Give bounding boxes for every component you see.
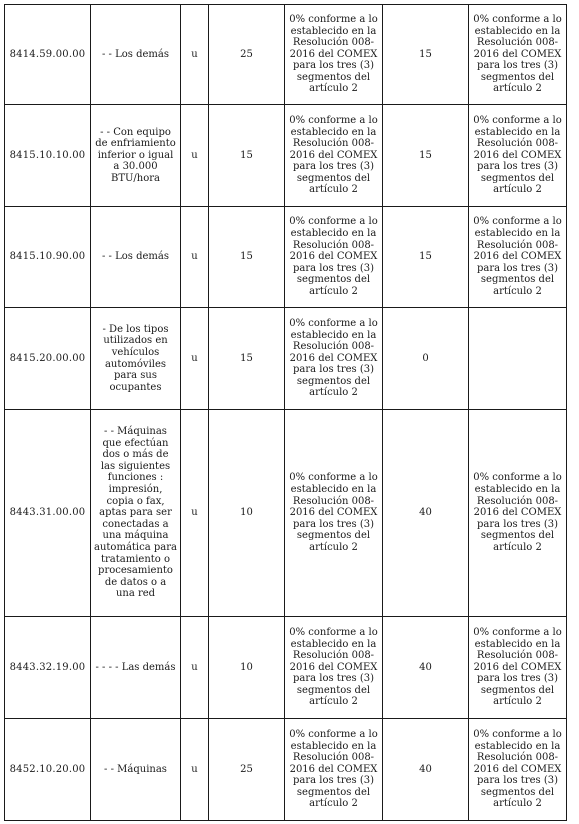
tariff-code-cell: 8452.10.20.00 bbox=[5, 719, 91, 821]
description-cell: - - Máquinas bbox=[91, 719, 181, 821]
tariff-table bbox=[4, 4, 567, 821]
rate-cell: 15 bbox=[383, 105, 469, 207]
reduction-note-cell: 0% conforme a lo establecido en la Resolución 008-2016 del COMEX para los tres (3) segmentos del artículo 2 bbox=[285, 617, 383, 719]
reduction-note-cell: 0% conforme a lo establecido en la Resolución 008-2016 del COMEX para los tres (3) segmentos del artículo 2 bbox=[469, 719, 567, 821]
rate-cell: 15 bbox=[383, 5, 469, 105]
unit-cell: u bbox=[181, 617, 209, 719]
reduction-note-cell: 0% conforme a lo establecido en la Resolución 008-2016 del COMEX para los tres (3) segmentos del artículo 2 bbox=[285, 719, 383, 821]
rate-cell: 40 bbox=[383, 719, 469, 821]
unit-cell: u bbox=[181, 719, 209, 821]
rate-cell: 0 bbox=[383, 308, 469, 410]
base-rate-cell: 15 bbox=[209, 105, 285, 207]
tariff-code-cell: 8415.20.00.00 bbox=[5, 308, 91, 410]
tariff-code-cell: 8414.59.00.00 bbox=[5, 5, 91, 105]
reduction-note-cell: 0% conforme a lo establecido en la Resolución 008-2016 del COMEX para los tres (3) segmentos del artículo 2 bbox=[469, 617, 567, 719]
base-rate-cell: 10 bbox=[209, 410, 285, 617]
rate-cell: 40 bbox=[383, 617, 469, 719]
reduction-note-cell: 0% conforme a lo establecido en la Resolución 008-2016 del COMEX para los tres (3) segmentos del artículo 2 bbox=[285, 5, 383, 105]
description-cell: - - Con equipo de enfriamiento inferior o igual a 30.000 BTU/hora bbox=[91, 105, 181, 207]
table-row bbox=[5, 105, 567, 207]
description-cell: - De los tipos utilizados en vehículos automóviles para sus ocupantes bbox=[91, 308, 181, 410]
unit-cell: u bbox=[181, 105, 209, 207]
reduction-note-cell: 0% conforme a lo establecido en la Resolución 008-2016 del COMEX para los tres (3) segmentos del artículo 2 bbox=[285, 207, 383, 308]
base-rate-cell: 25 bbox=[209, 719, 285, 821]
base-rate-cell: 15 bbox=[209, 308, 285, 410]
unit-cell: u bbox=[181, 207, 209, 308]
table-row bbox=[5, 308, 567, 410]
unit-cell: u bbox=[181, 5, 209, 105]
tariff-code-cell: 8443.31.00.00 bbox=[5, 410, 91, 617]
base-rate-cell: 15 bbox=[209, 207, 285, 308]
table-row bbox=[5, 5, 567, 105]
table-row bbox=[5, 410, 567, 617]
unit-cell: u bbox=[181, 308, 209, 410]
reduction-note-cell: 0% conforme a lo establecido en la Resolución 008-2016 del COMEX para los tres (3) segmentos del artículo 2 bbox=[469, 207, 567, 308]
reduction-note-cell: 0% conforme a lo establecido en la Resolución 008-2016 del COMEX para los tres (3) segmentos del artículo 2 bbox=[285, 308, 383, 410]
base-rate-cell: 10 bbox=[209, 617, 285, 719]
reduction-note-cell: 0% conforme a lo establecido en la Resolución 008-2016 del COMEX para los tres (3) segmentos del artículo 2 bbox=[285, 105, 383, 207]
tariff-code-cell: 8443.32.19.00 bbox=[5, 617, 91, 719]
table-row bbox=[5, 719, 567, 821]
unit-cell: u bbox=[181, 410, 209, 617]
description-cell: - - - - Las demás bbox=[91, 617, 181, 719]
description-cell: - - Máquinas que efectúan dos o más de las siguientes funciones : impresión, copia o fax, aptas para ser conectadas a una máquina automática para tratamiento o procesamiento de datos o a una red bbox=[91, 410, 181, 617]
tariff-code-cell: 8415.10.90.00 bbox=[5, 207, 91, 308]
rate-cell: 15 bbox=[383, 207, 469, 308]
reduction-note-cell: 0% conforme a lo establecido en la Resolución 008-2016 del COMEX para los tres (3) segmentos del artículo 2 bbox=[469, 410, 567, 617]
rate-cell: 40 bbox=[383, 410, 469, 617]
tariff-code-cell: 8415.10.10.00 bbox=[5, 105, 91, 207]
reduction-note-cell: 0% conforme a lo establecido en la Resolución 008-2016 del COMEX para los tres (3) segmentos del artículo 2 bbox=[469, 105, 567, 207]
description-cell: - - Los demás bbox=[91, 207, 181, 308]
table-row bbox=[5, 617, 567, 719]
reduction-note-cell bbox=[469, 308, 567, 410]
reduction-note-cell: 0% conforme a lo establecido en la Resolución 008-2016 del COMEX para los tres (3) segmentos del artículo 2 bbox=[285, 410, 383, 617]
reduction-note-cell: 0% conforme a lo establecido en la Resolución 008-2016 del COMEX para los tres (3) segmentos del artículo 2 bbox=[469, 5, 567, 105]
description-cell: - - Los demás bbox=[91, 5, 181, 105]
base-rate-cell: 25 bbox=[209, 5, 285, 105]
table-row bbox=[5, 207, 567, 308]
